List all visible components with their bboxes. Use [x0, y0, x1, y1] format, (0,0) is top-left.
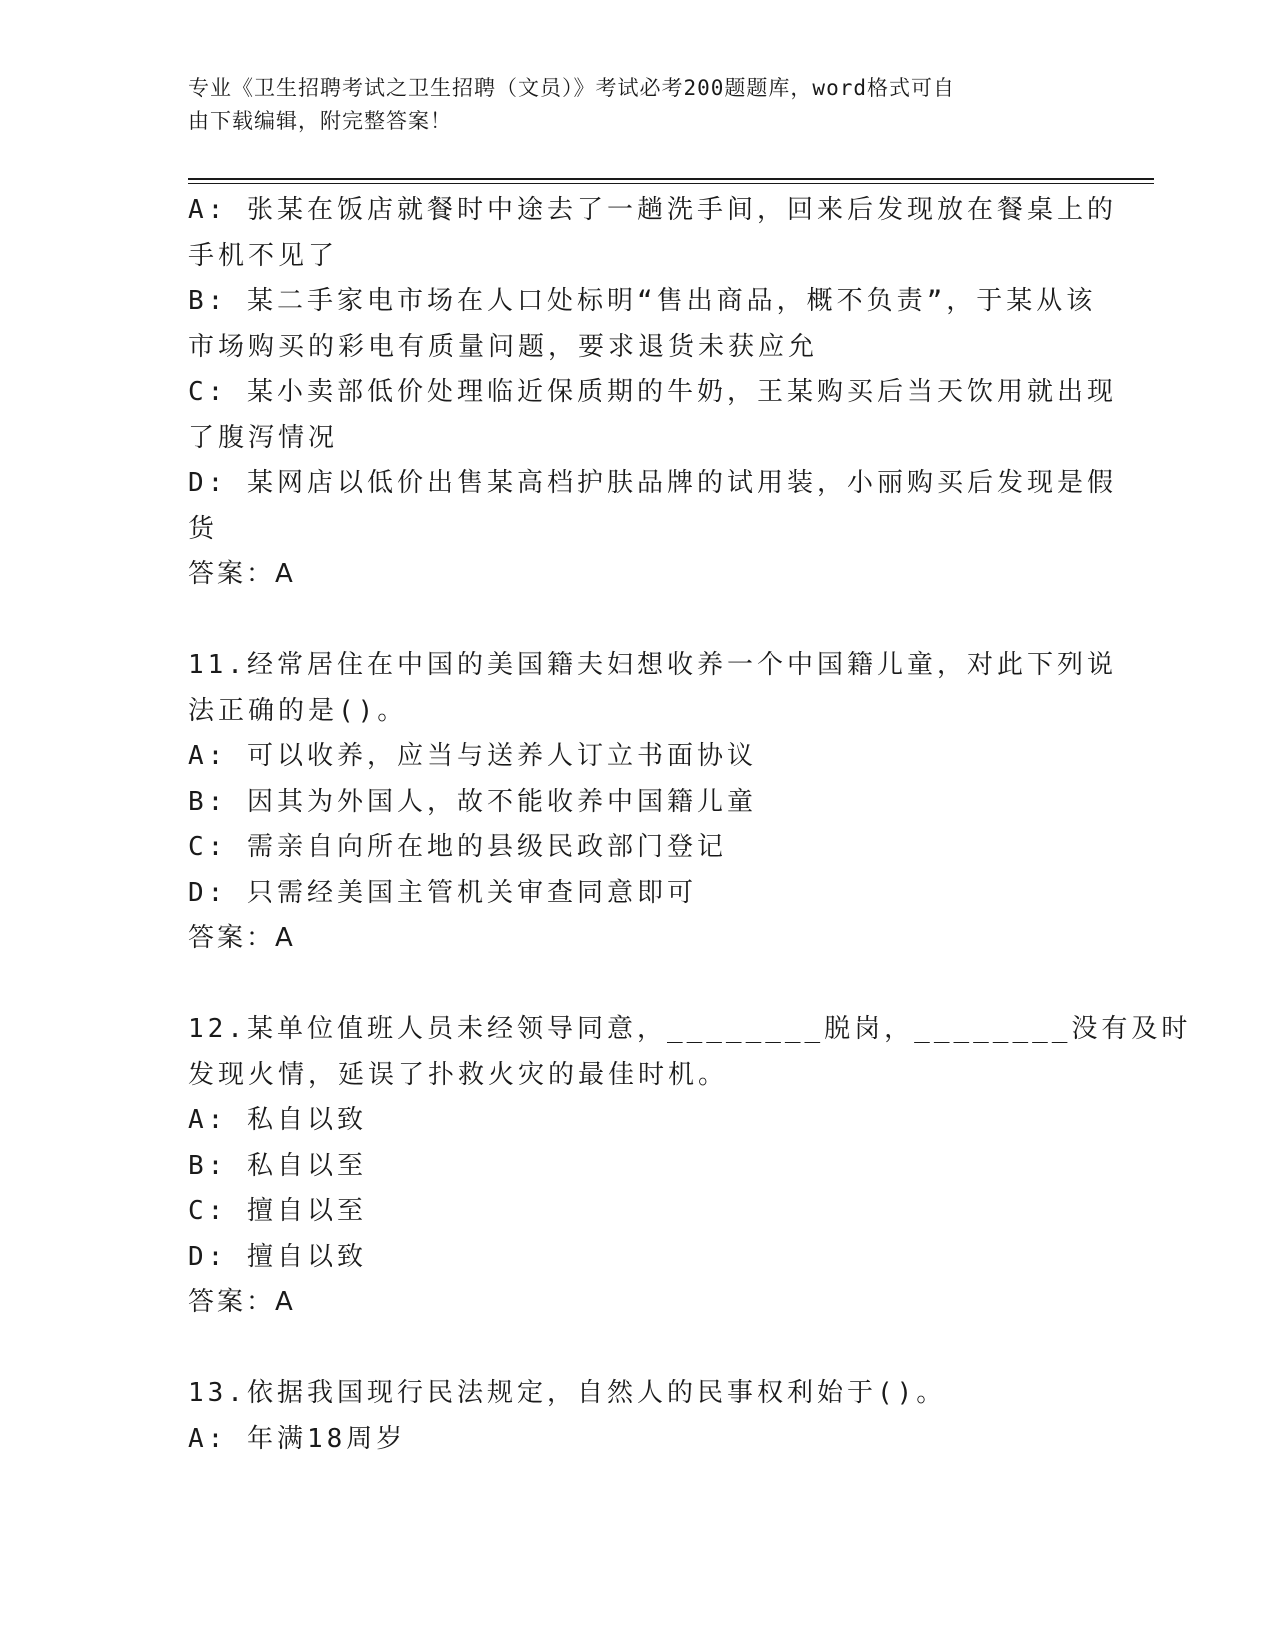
answer-line: 答案：A	[188, 923, 296, 953]
answer-line: 答案：A	[188, 1287, 296, 1317]
option-d: D: 只需经美国主管机关审查同意即可	[188, 877, 697, 908]
option-c: C: 需亲自向所在地的县级民政部门登记	[188, 832, 727, 862]
question-12	[188, 1007, 1192, 1326]
spacer	[188, 598, 1078, 644]
answer-line: 答案：A	[188, 559, 296, 589]
question-stem-line-1: 11.经常居住在中国的美国籍夫妇想收养一个中国籍儿童，对此下列说	[188, 650, 1117, 680]
option-b-line-1: B: 某二手家电市场在人口处标明“售出商品，概不负责”，于某从该	[188, 286, 1097, 316]
question-stem-line-1: 13.依据我国现行民法规定，自然人的民事权利始于()。	[188, 1378, 947, 1408]
header-line-2: 由下载编辑，附完整答案！	[188, 109, 452, 133]
option-c-line-2: 了腹泻情况	[188, 422, 339, 453]
question-10-options	[188, 188, 1117, 598]
spacer	[188, 962, 1078, 1008]
option-d: D: 擅自以致	[188, 1241, 367, 1272]
document-header	[188, 72, 1068, 138]
option-c: C: 擅自以至	[188, 1196, 367, 1226]
question-13	[188, 1371, 1078, 1462]
option-b: B: 因其为外国人，故不能收养中国籍儿童	[188, 786, 757, 817]
question-stem-line-1: 12.某单位值班人员未经领导同意，________脱岗，________没有及时	[188, 1014, 1192, 1044]
question-11	[188, 643, 1117, 962]
header-divider-thick	[188, 178, 1154, 180]
option-b: B: 私自以至	[188, 1150, 367, 1181]
option-a-line-1: A: 张某在饭店就餐时中途去了一趟洗手间，回来后发现放在餐桌上的	[188, 195, 1117, 225]
option-c-line-1: C: 某小卖部低价处理临近保质期的牛奶，王某购买后当天饮用就出现	[188, 377, 1117, 407]
header-divider-thin	[188, 183, 1154, 184]
spacer	[188, 1326, 1078, 1372]
option-a-line-2: 手机不见了	[188, 240, 339, 271]
question-stem-line-2: 发现火情，延误了扑救火灾的最佳时机。	[188, 1059, 729, 1090]
header-line-1: 专业《卫生招聘考试之卫生招聘（文员）》考试必考200题题库，word格式可自	[188, 76, 955, 100]
option-d-line-2: 货	[188, 513, 219, 544]
option-a: A: 可以收养，应当与送养人订立书面协议	[188, 741, 757, 771]
option-b-line-2: 市场购买的彩电有质量问题，要求退货未获应允	[188, 331, 819, 362]
question-stem-line-2: 法正确的是()。	[188, 695, 408, 726]
option-d-line-1: D: 某网店以低价出售某高档护肤品牌的试用装，小丽购买后发现是假	[188, 468, 1117, 498]
option-a: A: 年满18周岁	[188, 1423, 407, 1454]
option-a: A: 私自以致	[188, 1105, 367, 1135]
question-list	[188, 188, 1192, 1462]
